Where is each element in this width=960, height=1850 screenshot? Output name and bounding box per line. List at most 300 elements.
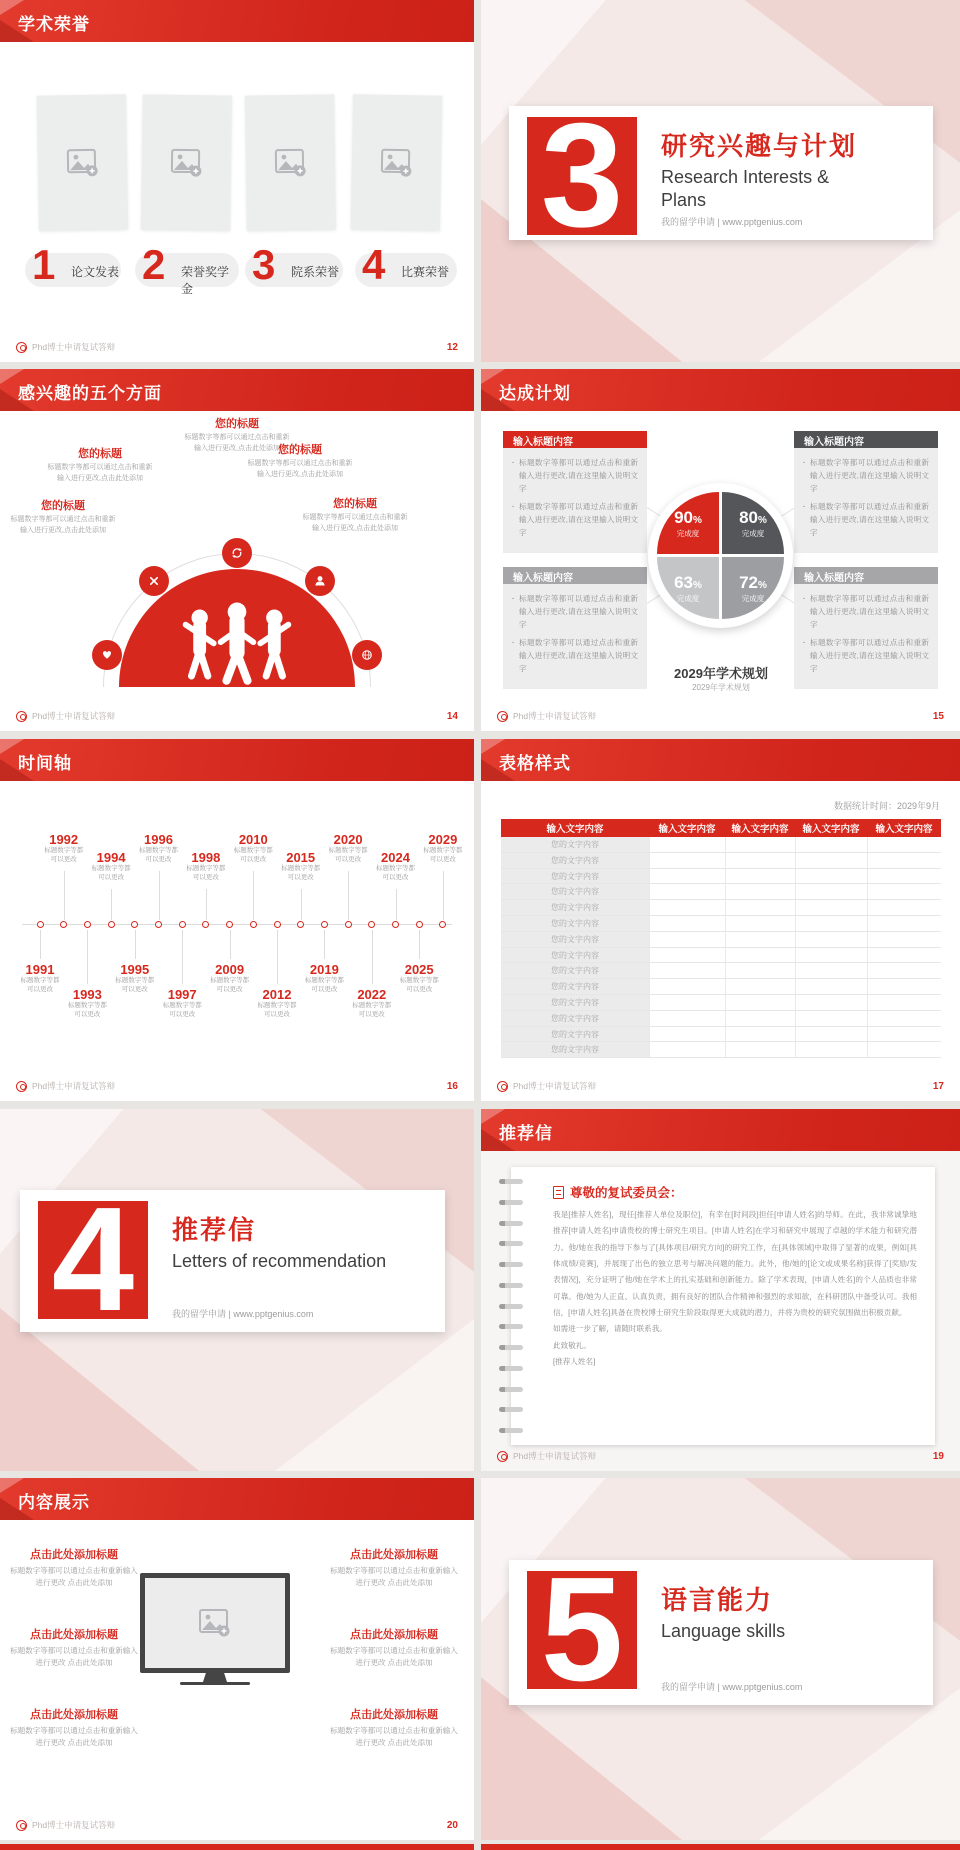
timeline-connector (182, 930, 183, 984)
slide-header-bar (0, 1478, 474, 1520)
table-cell-empty (795, 1011, 867, 1026)
table-cell-empty (725, 1011, 795, 1026)
table-cell-label: 您的文字内容 (501, 979, 649, 994)
table-row (501, 900, 941, 916)
image-add-icon (379, 147, 414, 178)
slide-footer (16, 1819, 458, 1831)
plan-caption: 2029年学术规划 (674, 666, 768, 681)
content-block-body: 标题数字等都可以通过点击和重新输入进行更改 点击此处添加 (330, 1566, 458, 1587)
section-title: 语言能力 (661, 1585, 774, 1615)
coil-ring-icon (499, 1304, 523, 1309)
image-add-icon (169, 147, 203, 177)
table-cell-label: 您的文字内容 (501, 932, 649, 947)
slide-12-academic-honors[interactable] (0, 0, 474, 362)
content-block (330, 1706, 458, 1749)
timeline-year: 1993 (72, 987, 102, 1002)
image-add-icon (273, 147, 307, 177)
timeline-note: 标题数字等都 (91, 865, 131, 873)
table-header-cell: 输入文字内容 (546, 824, 604, 835)
timeline-note: 标题数字等都 (139, 847, 178, 855)
table-row (501, 1011, 941, 1027)
table-header-cell: 输入文字内容 (731, 824, 789, 835)
heart-icon (92, 640, 122, 670)
slide-title: 表格样式 (499, 754, 571, 773)
table-row (501, 979, 941, 995)
table-cell-empty (649, 1027, 725, 1042)
coil-ring-icon (499, 1324, 523, 1329)
slide-title: 感兴趣的五个方面 (18, 384, 162, 403)
timeline-connector (419, 930, 420, 959)
table-cell-empty (795, 869, 867, 884)
honor-label: 论文发表 (71, 265, 120, 279)
data-table (501, 819, 941, 1058)
table-cell-empty (867, 995, 941, 1010)
table-cell-label: 您的文字内容 (501, 1042, 649, 1057)
timeline-connector (348, 871, 349, 920)
pie-unit: % (758, 514, 767, 526)
section-number: 3 (540, 117, 624, 235)
timeline-connector (253, 871, 254, 920)
table-cell-empty (649, 932, 725, 947)
table-cell-empty (867, 916, 941, 931)
slide-footer (497, 710, 944, 722)
table-cell-empty (725, 1027, 795, 1042)
timeline-note: 标题数字等都 (67, 1002, 107, 1010)
sync-arrows-icon (222, 538, 252, 568)
section-title: 推荐信 (172, 1215, 257, 1245)
timeline-note: 可以更改 (287, 874, 314, 882)
timeline-note: 可以更改 (311, 986, 338, 994)
timeline-year: 2020 (333, 832, 363, 847)
plan-bullet: · 标题数字等都可以通过点击和重新输入进行更改,请在这里输入说明文字 (803, 593, 929, 632)
timeline-year: 2009 (215, 962, 245, 977)
timeline-year: 1995 (120, 962, 150, 977)
coil-ring-icon (499, 1262, 523, 1267)
timeline-year: 2012 (262, 987, 292, 1002)
timeline-dot (416, 921, 423, 928)
letter-salutation: 尊敬的复试委员会： (570, 1186, 683, 1200)
monitor-stand (203, 1673, 227, 1682)
table-row (501, 932, 941, 948)
timeline-dot (321, 921, 328, 928)
table-cell-empty (795, 1042, 867, 1057)
table-row (501, 1027, 941, 1043)
content-block-body: 标题数字等都可以通过点击和重新输入进行更改 点击此处添加 (330, 1646, 458, 1667)
timeline-note: 可以更改 (169, 1011, 196, 1019)
monitor-base (180, 1682, 250, 1685)
timeline-note: 可以更改 (358, 1011, 385, 1019)
table-cell-empty (649, 916, 725, 931)
table-cell-label: 您的文字内容 (501, 884, 649, 899)
interest-body: 标题数字等都可以通过点击和重新输入进行更改,点击此处添加 (47, 464, 153, 482)
timeline-note: 标题数字等都 (210, 977, 250, 985)
table-cell-empty (649, 948, 725, 963)
brand-logo-icon (16, 1820, 27, 1831)
table-cell-empty (649, 869, 725, 884)
timeline-connector (324, 930, 325, 959)
table-header-row (501, 819, 941, 837)
section-title-card (509, 1560, 933, 1705)
coil-ring-icon (499, 1387, 523, 1392)
slide-header-bar (0, 739, 474, 781)
letter-paragraph: 此致敬礼。 (553, 1340, 591, 1350)
photo-placeholder (141, 94, 232, 230)
content-block-title: 点击此处添加标题 (30, 1629, 118, 1641)
section-number: 4 (51, 1201, 135, 1319)
interest-title: 您的标题 (333, 498, 377, 510)
table-row (501, 884, 941, 900)
table-cell-empty (795, 932, 867, 947)
slide-title: 推荐信 (499, 1124, 553, 1143)
timeline-year: 2019 (309, 962, 339, 977)
table-cell-empty (867, 963, 941, 978)
honor-item (25, 241, 121, 288)
image-add-icon (198, 1608, 232, 1638)
table-note: 数据统计时间：2029年9月 (833, 801, 940, 811)
slide-footer (16, 341, 458, 353)
timeline-dot (297, 921, 304, 928)
timeline-note: 标题数字等都 (304, 977, 344, 985)
coil-ring-icon (499, 1366, 523, 1371)
timeline-note: 标题数字等都 (352, 1002, 392, 1010)
section-number-box (527, 1571, 637, 1689)
timeline-note: 标题数字等都 (186, 865, 226, 873)
timeline-note: 可以更改 (335, 856, 362, 864)
slide-title: 学术荣誉 (18, 15, 90, 34)
coil-binding (499, 1179, 523, 1433)
globe-icon (352, 640, 382, 670)
timeline-year: 1997 (167, 987, 197, 1002)
table-row (501, 963, 941, 979)
table-cell-label: 您的文字内容 (501, 1027, 649, 1042)
timeline-connector (111, 889, 112, 920)
pie-quadrant (657, 557, 719, 619)
table-cell-empty (725, 900, 795, 915)
content-block (330, 1626, 458, 1669)
pie-value: 72 (739, 572, 758, 592)
timeline-note: 可以更改 (240, 856, 267, 864)
honor-item (135, 241, 239, 296)
table-cell-empty (725, 963, 795, 978)
pie-quadrant (722, 557, 784, 619)
coil-ring-icon (499, 1407, 523, 1412)
plan-bullet: · 标题数字等都可以通过点击和重新输入进行更改,请在这里输入说明文字 (512, 637, 638, 676)
timeline-note: 标题数字等都 (399, 977, 439, 985)
table-cell-empty (795, 963, 867, 978)
page-number: 12 (446, 341, 458, 353)
brand-logo-icon (497, 1081, 508, 1092)
slide-footer (16, 1080, 458, 1092)
timeline-note: 可以更改 (429, 856, 456, 864)
timeline-year: 2022 (357, 987, 387, 1002)
timeline-connector (443, 871, 444, 920)
content-block (330, 1546, 458, 1589)
table-cell-empty (795, 1027, 867, 1042)
table-cell-label: 您的文字内容 (501, 995, 649, 1010)
timeline-note: 标题数字等都 (20, 977, 60, 985)
timeline-year: 1998 (191, 850, 221, 865)
bottom-mask (0, 687, 474, 731)
table-header-cell: 输入文字内容 (802, 824, 860, 835)
interest-body: 标题数字等都可以通过点击和重新输入进行更改,点击此处添加 (302, 514, 408, 532)
timeline-dot (274, 921, 281, 928)
table-cell-empty (795, 979, 867, 994)
honor-number: 3 (252, 241, 276, 288)
table-cell-empty (795, 900, 867, 915)
content-block (10, 1546, 138, 1589)
content-block-title: 点击此处添加标题 (350, 1709, 438, 1721)
honor-label: 比赛荣誉 (401, 265, 450, 279)
slide-15-completion-plan[interactable] (481, 369, 960, 731)
timeline-dot (226, 921, 233, 928)
photo-placeholder (245, 94, 336, 230)
slide-header-bar (481, 1109, 960, 1151)
slide-footer (16, 710, 458, 722)
timeline-year: 1991 (25, 962, 55, 977)
table-cell-empty (795, 884, 867, 899)
timeline-note: 标题数字等都 (376, 865, 415, 873)
plan-bullet: · 标题数字等都可以通过点击和重新输入进行更改,请在这里输入说明文字 (803, 457, 929, 496)
timeline-dot (250, 921, 257, 928)
table-cell-empty (725, 916, 795, 931)
pie-label: 完成度 (676, 593, 700, 603)
timeline-note: 标题数字等都 (328, 847, 368, 855)
table-cell-empty (867, 900, 941, 915)
timeline-connector (87, 930, 88, 984)
coil-ring-icon (499, 1221, 523, 1226)
content-block-title: 点击此处添加标题 (350, 1629, 438, 1641)
timeline-note: 标题数字等都 (115, 977, 155, 985)
table-cell-empty (649, 837, 725, 852)
timeline-dot (368, 921, 375, 928)
slide-header-bar (481, 739, 960, 781)
content-block-body: 标题数字等都可以通过点击和重新输入进行更改 点击此处添加 (10, 1566, 138, 1587)
table-cell-label: 您的文字内容 (501, 869, 649, 884)
timeline-note: 可以更改 (27, 986, 53, 994)
timeline-note: 标题数字等都 (162, 1002, 202, 1010)
section-title-card (509, 106, 933, 240)
pie-unit: % (758, 579, 767, 591)
interest-title: 您的标题 (278, 444, 322, 456)
table-cell-empty (867, 932, 941, 947)
table-cell-empty (725, 837, 795, 852)
interest-body: 标题数字等都可以通过点击和重新输入进行更改,点击此处添加 (184, 434, 290, 452)
honor-item (355, 241, 457, 288)
page-number: 17 (932, 1080, 944, 1092)
section-subtitle: Research Interests & Plans (661, 167, 830, 210)
coil-ring-icon (499, 1345, 523, 1350)
plan-bullet: · 标题数字等都可以通过点击和重新输入进行更改,请在这里输入说明文字 (803, 637, 929, 676)
table-body (501, 837, 941, 1058)
slide-16-timeline[interactable] (0, 739, 474, 1101)
honor-item (245, 241, 343, 288)
timeline-dot (392, 921, 399, 928)
brand-logo-icon (16, 1081, 27, 1092)
coil-ring-icon (499, 1179, 523, 1184)
interest-body: 标题数字等都可以通过点击和重新输入进行更改,点击此处添加 (10, 516, 116, 534)
brand-logo-icon (16, 711, 27, 722)
plan-box (503, 431, 647, 553)
table-cell-empty (795, 948, 867, 963)
timeline-dot (179, 921, 186, 928)
content-block-body: 标题数字等都可以通过点击和重新输入进行更改 点击此处添加 (10, 1726, 138, 1747)
letter-salutation-row (553, 1183, 683, 1201)
plan-bullet: · 标题数字等都可以通过点击和重新输入进行更改,请在这里输入说明文字 (512, 501, 638, 540)
table-cell-empty (795, 837, 867, 852)
plan-box-title: 输入标题内容 (503, 567, 647, 584)
plan-bullet: · 标题数字等都可以通过点击和重新输入进行更改,请在这里输入说明文字 (512, 593, 638, 632)
footer-brand-text: Phd博士申请复试答辩 (32, 1820, 116, 1830)
table-cell-empty (649, 979, 725, 994)
footer-brand-text: Phd博士申请复试答辩 (513, 1081, 597, 1091)
timeline-note: 标题数字等都 (281, 865, 321, 873)
table-cell-empty (867, 1027, 941, 1042)
timeline-dot (108, 921, 115, 928)
timeline-dot (202, 921, 209, 928)
table-cell-empty (725, 932, 795, 947)
timeline-year: 1992 (49, 832, 79, 847)
table-cell-empty (725, 979, 795, 994)
timeline-connector (135, 930, 136, 959)
slide-title: 达成计划 (499, 384, 571, 403)
plan-box-title: 输入标题内容 (794, 431, 938, 448)
table-header-cell: 输入文字内容 (658, 824, 716, 835)
section-subtitle: Language skills (661, 1621, 786, 1641)
table-row (501, 948, 941, 964)
timeline-year: 2025 (404, 962, 434, 977)
slide-14-five-interests[interactable] (0, 369, 474, 731)
table-cell-empty (795, 916, 867, 931)
honor-label: 院系荣誉 (291, 265, 340, 279)
content-block-body: 标题数字等都可以通过点击和重新输入进行更改 点击此处添加 (10, 1646, 138, 1667)
table-cell-empty (867, 1042, 941, 1057)
table-cell-empty (867, 869, 941, 884)
photo-placeholder (37, 94, 128, 231)
section-slide-5-language-skills[interactable] (481, 1478, 960, 1840)
page-number: 19 (932, 1450, 944, 1462)
brand-logo-icon (497, 711, 508, 722)
honor-number: 2 (142, 241, 166, 288)
slide-17-table-style[interactable] (481, 739, 960, 1101)
table-row (501, 837, 941, 853)
photo-placeholder (351, 94, 442, 231)
table-cell-label: 您的文字内容 (501, 963, 649, 978)
table-cell-label: 您的文字内容 (501, 900, 649, 915)
coil-ring-icon (499, 1241, 523, 1246)
table-cell-empty (649, 1011, 725, 1026)
timeline-year: 2010 (238, 832, 268, 847)
footer-brand-text: Phd博士申请复试答辩 (513, 711, 597, 721)
page-number: 15 (932, 710, 944, 722)
table-cell-empty (867, 853, 941, 868)
timeline-year: 1996 (144, 832, 173, 847)
slide-20-content-display[interactable] (0, 1478, 474, 1840)
interest-label (45, 445, 155, 485)
table-cell-empty (649, 963, 725, 978)
interest-title: 您的标题 (215, 418, 259, 430)
honor-number: 1 (32, 241, 56, 288)
section-tagline: 我的留学申请 | www.pptgenius.com (661, 217, 803, 227)
table-row (501, 853, 941, 869)
slide-footer (497, 1450, 944, 1462)
timeline-connector (230, 930, 231, 959)
section-tagline: 我的留学申请 | www.pptgenius.com (172, 1309, 314, 1319)
plan-box-title: 输入标题内容 (503, 431, 647, 448)
table-cell-empty (725, 869, 795, 884)
timeline-note: 可以更改 (98, 874, 125, 882)
timeline-connector (396, 889, 397, 920)
slide-19-recommendation-letter[interactable] (481, 1109, 960, 1471)
table-cell-empty (649, 995, 725, 1010)
table-cell-empty (795, 995, 867, 1010)
table-row (501, 995, 941, 1011)
plan-subcaption: 2029年学术规划 (692, 683, 750, 692)
coil-ring-icon (499, 1283, 523, 1288)
letter-card (511, 1167, 935, 1445)
interest-label (8, 497, 118, 537)
timeline-year: 1994 (96, 850, 126, 865)
letter-body (553, 1207, 917, 1370)
content-block-title: 点击此处添加标题 (350, 1549, 438, 1561)
pie-label: 完成度 (741, 593, 765, 603)
next-row-slide-edge (481, 1844, 960, 1850)
table-cell-label: 您的文字内容 (501, 853, 649, 868)
pie-quadrant (657, 492, 719, 554)
timeline-note: 标题数字等都 (257, 1002, 297, 1010)
content-block (10, 1706, 138, 1749)
timeline-connector (40, 930, 41, 959)
page-number: 14 (446, 710, 458, 722)
next-row-slide-edge (0, 1844, 474, 1850)
table-cell-empty (867, 884, 941, 899)
content-block-title: 点击此处添加标题 (30, 1549, 118, 1561)
table-cell-empty (725, 884, 795, 899)
timeline-connector (64, 871, 65, 920)
section-slide-3-research-interests[interactable] (481, 0, 960, 362)
table-cell-label: 您的文字内容 (501, 837, 649, 852)
slide-header-bar (0, 0, 474, 42)
table-cell-empty (725, 948, 795, 963)
timeline-dot (345, 921, 352, 928)
timeline-dot (155, 921, 162, 928)
timeline-connector (277, 930, 278, 984)
section-subtitle: Letters of recommendation (172, 1251, 387, 1271)
section-slide-4-recommendation[interactable] (0, 1109, 474, 1471)
document-icon (553, 1186, 564, 1199)
interest-label (245, 441, 355, 481)
plan-box (794, 431, 938, 553)
honor-number: 4 (362, 241, 386, 288)
table-header-cell: 输入文字内容 (875, 824, 933, 835)
pie-quadrant (722, 492, 784, 554)
monitor-frame (140, 1573, 290, 1673)
letter-paragraph: 我是[推荐人姓名]，现任[推荐人单位及职位]，有幸在[时间段]担任[申请人姓名]的导师。在此，我非常诚挚地推荐[申请人姓名]申请贵校的博士研究生项目。[申请人姓名]在学习和研究中展现了卓越的学术能力和研究潜力。他/她在我的指导下参与了[具体项目/研究方向]的研究工作，在[具体领域]中取得了显著的成果，例如[具体成绩/竞赛]，并展现了出色的独立思考与解决问题的能力。此外，他/她的[论文或成果名称]获得了[奖励/发表情况]，充分证明了他/她在学术上的扎实基础和创新能力。除了学术表现，[申请人姓名]的个人品质也非常可靠。他/她为人正直、认真负责，拥有良好的团队合作精神和强烈的求知欲，在科研团队中备受认可。我相信，[申请人姓名]具备在贵校博士研究生阶段取得更大成就的潜力，并将为贵校的研究氛围做出积极贡献。 (553, 1210, 917, 1317)
timeline-note: 可以更改 (121, 986, 148, 994)
timeline-year: 2015 (286, 850, 316, 865)
table-row (501, 869, 941, 885)
timeline-note: 可以更改 (192, 874, 219, 882)
table-row (501, 1042, 941, 1058)
plan-bullet: · 标题数字等都可以通过点击和重新输入进行更改,请在这里输入说明文字 (512, 457, 638, 496)
table-cell-empty (649, 853, 725, 868)
letter-paragraph: 如需进一步了解，请随时联系我。 (553, 1324, 667, 1334)
table-cell-label: 您的文字内容 (501, 1011, 649, 1026)
table-cell-empty (867, 837, 941, 852)
table-cell-empty (649, 884, 725, 899)
footer-brand-text: Phd博士申请复试答辩 (32, 711, 116, 721)
section-number-box (38, 1201, 148, 1319)
brand-logo-icon (497, 1451, 508, 1462)
